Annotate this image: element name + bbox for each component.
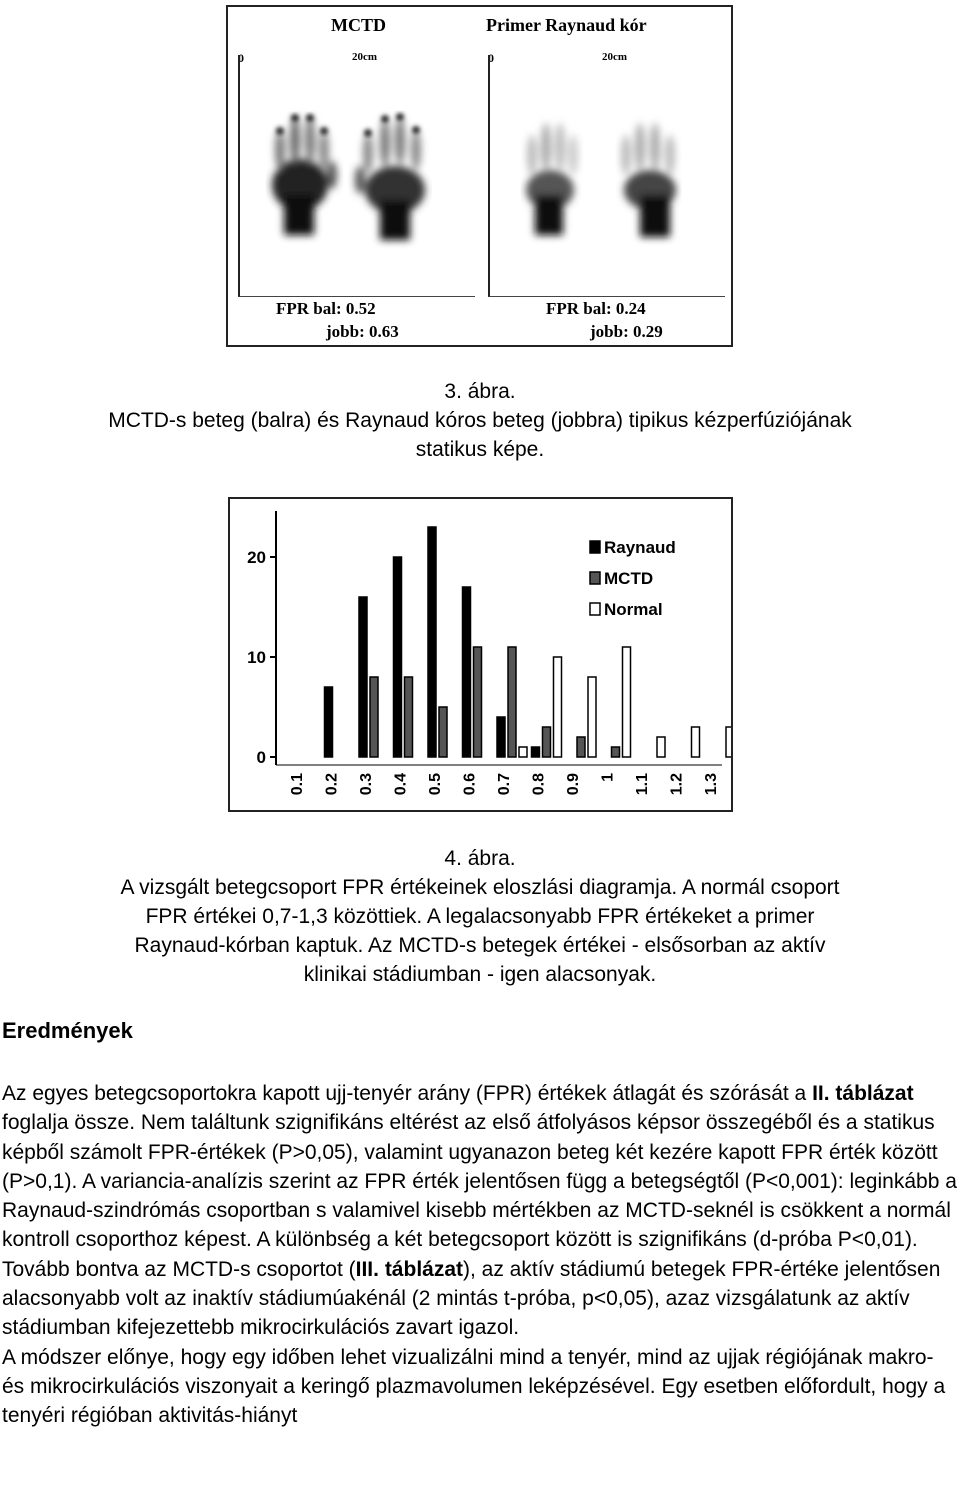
mctd-fpr-left: FPR bal: 0.52 [276, 299, 376, 318]
figure-4-caption-line: FPR értékei 0,7-1,3 közöttiek. A legalacsonyabb FPR értékeket a primer [145, 905, 815, 928]
figure-4-caption-line: A vizsgált betegcsoport FPR értékeinek eloszlási diagramja. A normál csoport [120, 876, 840, 899]
x-tick-label: 0.4 [392, 773, 410, 796]
x-tick-label: 1.2 [668, 773, 686, 796]
raynaud-fpr-right: jobb: 0.29 [590, 322, 663, 341]
right-scale-label: 20cm [602, 51, 628, 63]
paragraph-2: A módszer előnye, hogy egy időben lehet vizualizálni mind a tenyér, mind az ujjak régiójának makro- és mikrocirkulációs viszonyait a keringő plazmavolumen leképzésével. Egy esetben előfordult, hogy a tenyéri régióban aktivitás-hiányt [2, 1345, 946, 1428]
table-reference: III. táblázat [355, 1257, 463, 1281]
bar-mctd [439, 707, 447, 757]
legend-swatch [590, 572, 600, 584]
left-scale-label: 20cm [352, 51, 378, 63]
bar-raynaud [428, 527, 436, 757]
raynaud-image-panel [488, 55, 725, 297]
bar-mctd [612, 747, 620, 757]
x-tick-label: 1.3 [703, 773, 721, 796]
figure-3-image [226, 5, 733, 347]
x-tick-label: 0.2 [323, 773, 341, 796]
legend-swatch [590, 541, 600, 553]
y-tick-label: 20 [247, 548, 266, 567]
paragraph-text: ), az aktív stádiumú betegek FPR-értéke jelentősen alacsonyabb volt az inaktív stádiumúakénál (2 mintás t-próba, p<0,05), azaz vizsgálatunk az aktív stádiumban kifejezettebb mikrocirkulációs zavart igazol. [2, 1257, 941, 1340]
fpr-distribution-chart [230, 499, 731, 810]
x-tick-label: 1.1 [634, 773, 652, 796]
raynaud-fpr-left: FPR bal: 0.24 [546, 299, 646, 318]
y-tick-label: 10 [247, 648, 266, 667]
bar-mctd [405, 677, 413, 757]
right-scale-zero: 0 [488, 51, 494, 65]
legend-label: Raynaud [604, 538, 676, 557]
x-tick-label: 0.9 [565, 773, 583, 796]
figure-3-caption-line: statikus képe. [415, 438, 545, 461]
bar-raynaud [463, 587, 471, 757]
figure-3-number: 3. ábra. [444, 380, 516, 403]
bar-normal [554, 657, 562, 757]
x-tick-label: 0.1 [289, 773, 307, 796]
bar-normal [657, 737, 665, 757]
paragraph-1 [2, 1079, 958, 1343]
bar-normal [692, 727, 700, 757]
bar-raynaud [325, 687, 333, 757]
figure-4-number: 4. ábra. [444, 847, 516, 870]
raynaud-hands-scan [490, 55, 725, 296]
figure-4-caption-line: klinikai stádiumban - igen alacsonyak. [303, 963, 657, 986]
left-scale-zero: 0 [238, 51, 244, 65]
bar-mctd [543, 727, 551, 757]
table-reference: II. táblázat [812, 1082, 914, 1105]
bar-raynaud [394, 557, 402, 757]
mctd-image-panel [238, 55, 475, 297]
x-tick-label: 0.6 [461, 773, 479, 796]
x-tick-label: 0.5 [427, 773, 445, 796]
paragraph-text: Az egyes betegcsoportokra kapott ujj-tenyér arány (FPR) értékek átlagát és szórását a [2, 1082, 813, 1105]
bar-raynaud [359, 597, 367, 757]
bar-mctd [508, 647, 516, 757]
bar-normal [519, 747, 527, 757]
bar-normal [623, 647, 631, 757]
section-heading: Eredmények [2, 1018, 133, 1043]
legend-label: Normal [604, 600, 663, 619]
bar-normal [726, 727, 731, 757]
x-tick-label: 0.3 [358, 773, 376, 796]
paragraph-text: foglalja össze. Nem találtunk szignifikáns eltérést az első átfolyásos képsor összegéből és a statikus képből számolt FPR-értékek (P>0,05), valamint ugyanazon beteg két kezére kapott FPR érték között (P>0,1). A variancia-analízis szerint az FPR érték jelentősen függ a betegségtől (P<0,001): leginkább a Raynaud-szindrómás csoportban s valamivel kisebb mértékben az MCTD-seknél is csökkent a normál kontroll csoporthoz képest. A különbség a két betegcsoport között is szignifikáns (d-próba P<0,01). Tovább bontva az MCTD-s csoportot ( [2, 1111, 957, 1281]
bar-normal [588, 677, 596, 757]
mctd-hands-scan [240, 55, 475, 296]
legend-swatch [590, 603, 600, 615]
figure-3-caption-line: MCTD-s beteg (balra) és Raynaud kóros beteg (jobbra) tipikus kézperfúziójának [108, 409, 852, 432]
body-text [2, 1079, 958, 1431]
figure-4-caption [0, 844, 960, 989]
bar-mctd [474, 647, 482, 757]
figure-4-caption-line: Raynaud-kórban kaptuk. Az MCTD-s betegek értékei - elsősorban az aktív [134, 934, 826, 957]
y-tick-label: 0 [256, 748, 266, 767]
figure-4-chart [228, 497, 733, 812]
bar-raynaud [532, 747, 540, 757]
x-tick-label: 0.7 [496, 773, 514, 796]
bar-raynaud [497, 717, 505, 757]
x-tick-label: 0.8 [530, 773, 548, 796]
bar-mctd [577, 737, 585, 757]
bar-mctd [370, 677, 378, 757]
mctd-fpr-right: jobb: 0.63 [326, 322, 399, 341]
legend-label: MCTD [604, 569, 654, 588]
left-panel-title: MCTD [331, 15, 386, 35]
x-tick-label: 1 [599, 773, 617, 782]
figure-3-caption [0, 377, 960, 464]
right-panel-title: Primer Raynaud kór [486, 15, 647, 35]
